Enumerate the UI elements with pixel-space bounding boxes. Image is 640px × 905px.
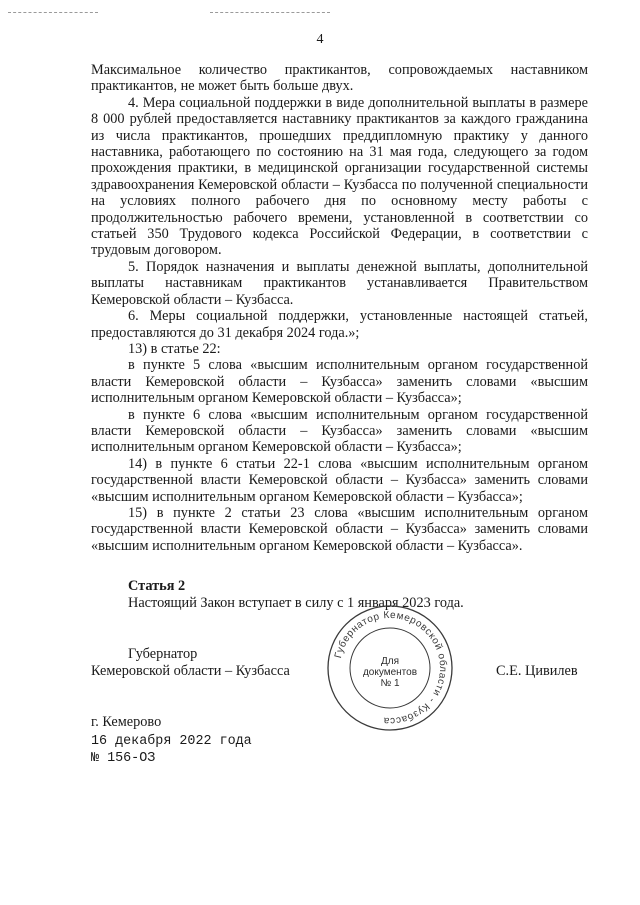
article-text: Настоящий Закон вступает в силу с 1 января 2023 года. — [128, 595, 464, 611]
paragraph: 6. Меры социальной поддержки, установленные настоящей статьей, предоставляются до 31 декабря 2024 года.»; — [91, 308, 588, 341]
paragraph: 15) в пункте 2 статьи 23 слова «высшим исполнительным органом государственной власти Кемеровской области – Кузбасса» заменить словами «высшим исполнительным органом Кемеровской области – Кузбасса». — [91, 504, 588, 554]
signer-title-line: Кемеровской области – Кузбасса — [91, 663, 290, 679]
scan-edge-mark — [8, 12, 98, 14]
city: г. Кемерово — [91, 714, 162, 730]
paragraph: Максимальное количество практикантов, сопровождаемых наставником практикантов, не может быть больше двух. — [91, 62, 588, 95]
seal-center-line: документов — [362, 667, 418, 678]
paragraph: 13) в статье 22: — [128, 340, 221, 357]
page-number: 4 — [316, 32, 324, 47]
seal-center-line: № 1 — [380, 678, 400, 689]
law-text-body — [91, 62, 588, 554]
paragraph: 14) в пункте 6 статьи 22-1 слова «высшим исполнительным органом государственной власти Кемеровской области – Кузбасса» заменить словами «высшим исполнительным органом Кемеровской области – Кузбасса»; — [91, 455, 588, 505]
law-date: 16 декабря 2022 года — [91, 734, 252, 749]
signer-name: С.Е. Цивилев — [496, 663, 578, 679]
registration-stamp — [91, 733, 252, 767]
signer-title — [91, 646, 290, 680]
seal-ring-text: Губернатор Кемеровской области - Кузбасса — [333, 609, 449, 727]
signer-title-line: Губернатор — [128, 646, 198, 662]
paragraph: 5. Порядок назначения и выплаты денежной выплаты, дополнительной выплаты наставникам практикантов устанавливается Правительством Кемеровской области – Кузбасса. — [91, 258, 588, 308]
paragraph: 4. Мера социальной поддержки в виде дополнительной выплаты в размере 8 000 рублей предоставляется наставнику практикантов за каждого гражданина из числа практикантов, прошедших преддипломную практику у данного наставника, работающего по состоянию на 31 мая года, следующего за годом прохождения практики, в медицинской организации государственной системы здравоохранения Кемеровской области – Кузбасса по полученной специальности на условиях полного рабочего дня по основному месту работы с продолжительностью рабочего времени, установленной в соответствии со статьей 350 Трудового кодекса Российской Федерации, в соответствии с трудовым договором. — [91, 94, 588, 259]
law-number: № 156-ОЗ — [91, 751, 156, 766]
seal-center — [326, 656, 454, 689]
paragraph: в пункте 6 слова «высшим исполнительным органом государственной власти Кемеровской области – Кузбасса» заменить словами «высшим исполнительным органом Кемеровской области – Кузбасса»; — [91, 406, 588, 456]
seal-center-line: Для — [380, 656, 400, 667]
paragraph: в пункте 5 слова «высшим исполнительным органом государственной власти Кемеровской области – Кузбасса» заменить словами «высшим исполнительным органом Кемеровской области – Кузбасса»; — [91, 357, 588, 407]
scan-edge-mark — [210, 12, 330, 14]
article-heading: Статья 2 — [128, 578, 186, 594]
